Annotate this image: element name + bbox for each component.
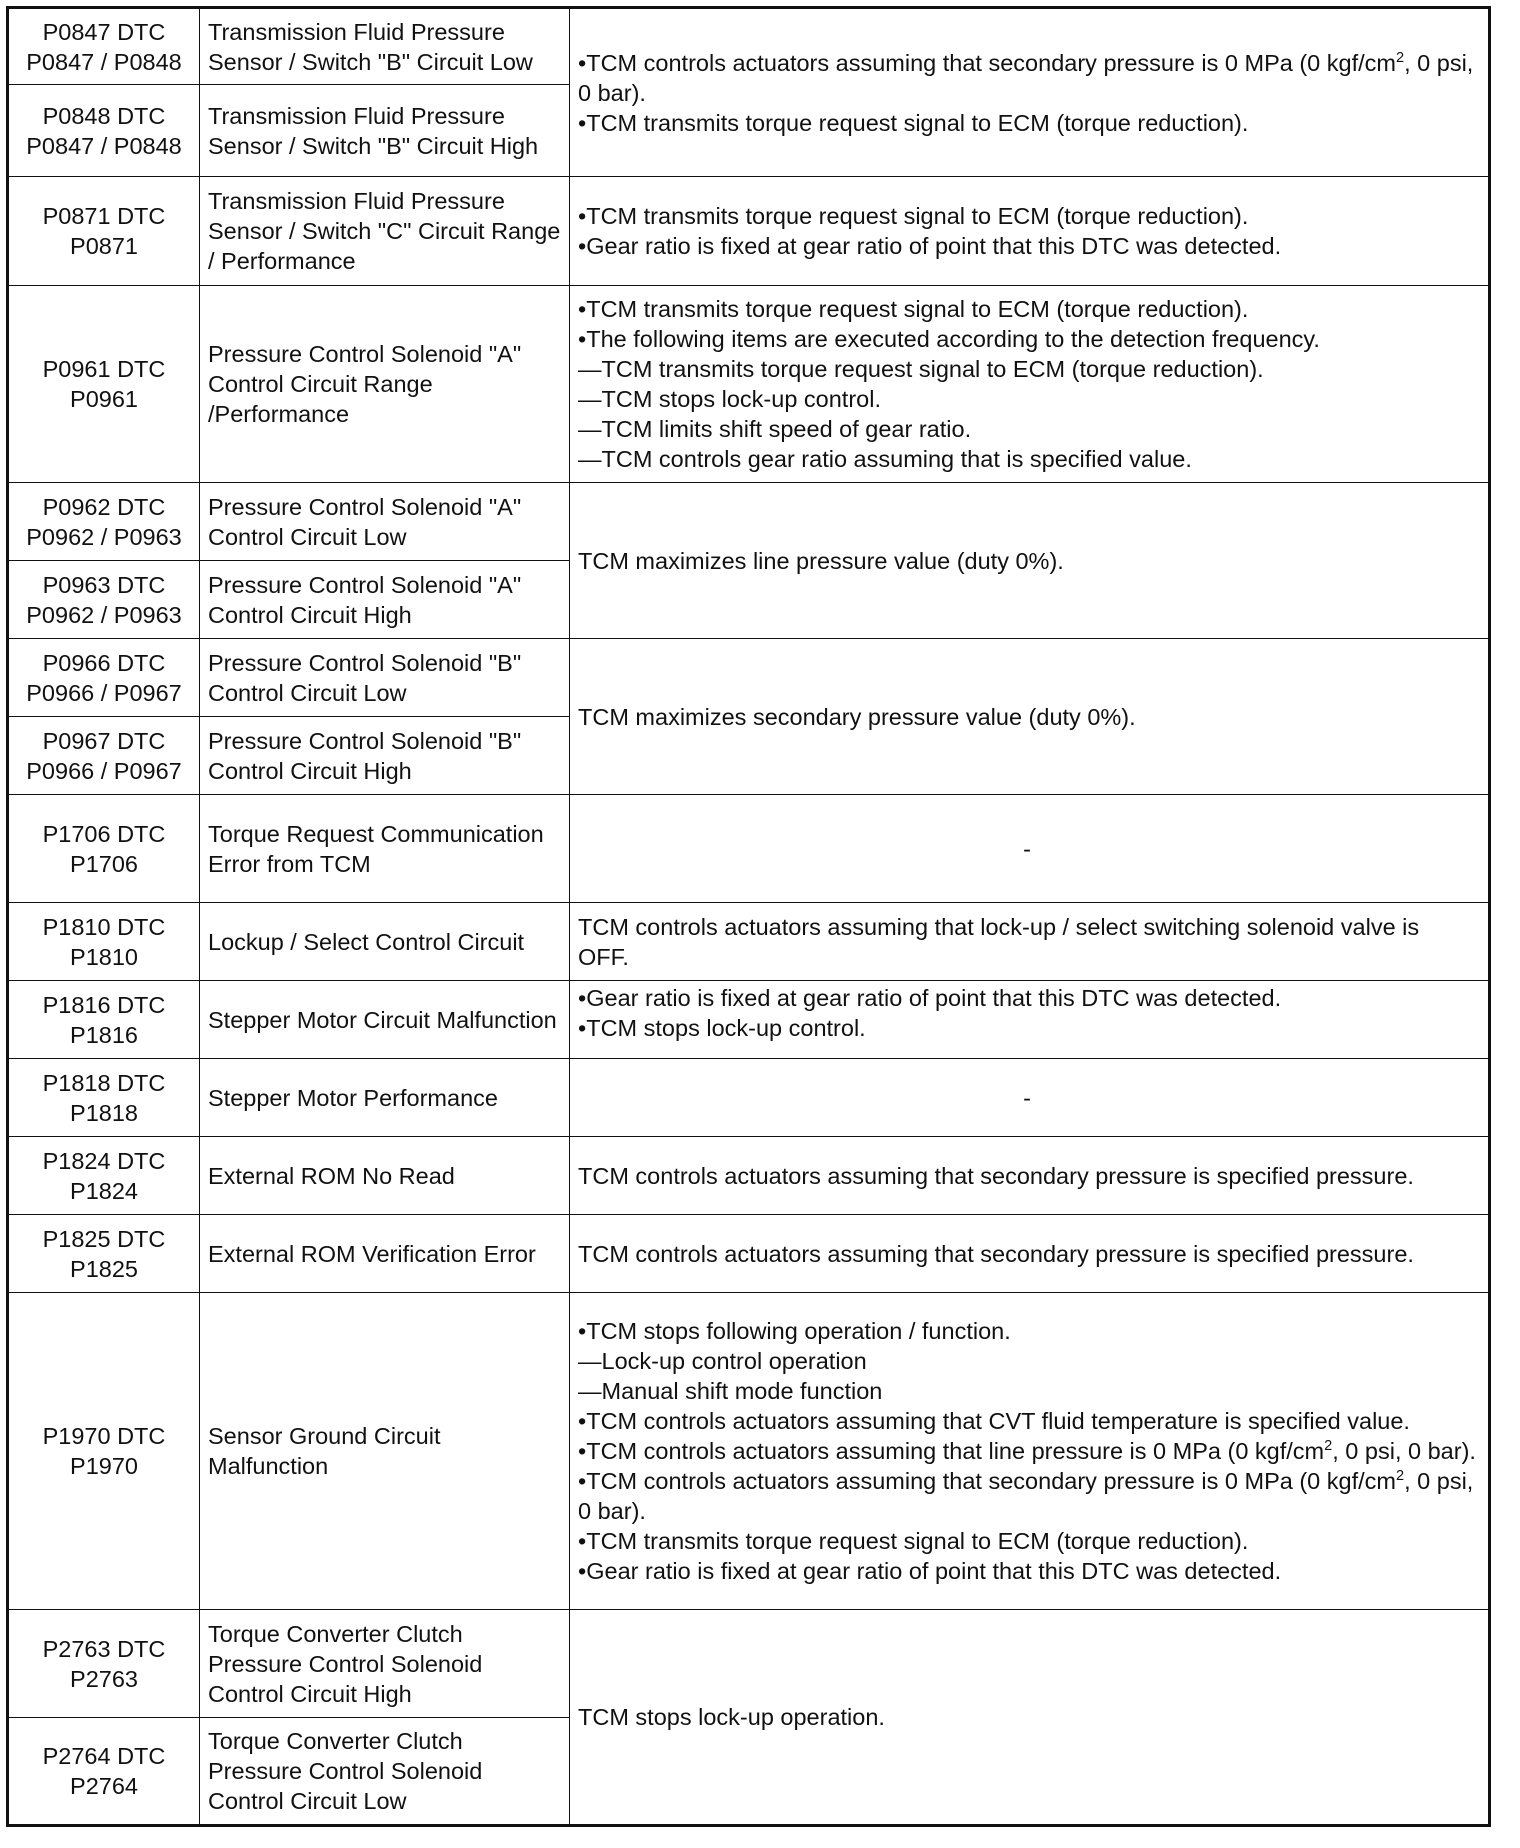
table-row bbox=[8, 795, 1490, 903]
dtc-detected-codes: P1816 bbox=[70, 1021, 138, 1048]
dtc-detected-codes: P0966 / P0967 bbox=[26, 679, 182, 706]
fail-safe-condition bbox=[570, 981, 1490, 1059]
dtc-code: P0963 DTC bbox=[42, 571, 166, 598]
table-row bbox=[8, 1293, 1490, 1610]
fail-safe-condition: - bbox=[570, 795, 1490, 903]
superscript: 2 bbox=[1395, 1467, 1405, 1484]
dtc-code-cell bbox=[8, 981, 200, 1059]
diagnosis-item: Stepper Motor Performance bbox=[200, 1059, 570, 1137]
dtc-code: P0961 DTC bbox=[42, 356, 166, 382]
fail-safe-line: •TCM transmits torque request signal to ECM (torque reduction). bbox=[578, 296, 1249, 322]
fail-safe-line: •TCM stops following operation / function. bbox=[578, 1318, 1011, 1344]
diagnosis-item: Pressure Control Solenoid "B" Control Circuit High bbox=[200, 717, 570, 795]
diagnosis-item: External ROM Verification Error bbox=[200, 1215, 570, 1293]
dtc-detected-codes: P0847 / P0848 bbox=[26, 48, 182, 75]
diagnosis-item: Torque Converter Clutch Pressure Control Solenoid Control Circuit High bbox=[200, 1610, 570, 1718]
fail-safe-line: •TCM stops lock-up control. bbox=[578, 1015, 866, 1041]
dtc-detected-codes: P2764 bbox=[70, 1773, 138, 1799]
table-row bbox=[8, 1137, 1490, 1215]
fail-safe-condition bbox=[570, 286, 1490, 483]
table-row bbox=[8, 903, 1490, 981]
diagnosis-item: Transmission Fluid Pressure Sensor / Switch "B" Circuit Low bbox=[200, 8, 570, 85]
fail-safe-condition: TCM controls actuators assuming that secondary pressure is specified pressure. bbox=[570, 1215, 1490, 1293]
dtc-code: P0966 DTC bbox=[42, 649, 166, 676]
fail-safe-text: •TCM controls actuators assuming that line pressure is 0 MPa (0 kgf/cm bbox=[578, 1438, 1325, 1464]
dtc-code-cell bbox=[8, 8, 200, 85]
dtc-code-cell bbox=[8, 1215, 200, 1293]
fail-safe-condition bbox=[570, 8, 1490, 177]
dtc-detected-codes: P1818 bbox=[70, 1099, 138, 1126]
fail-safe-line: —TCM transmits torque request signal to ECM (torque reduction). bbox=[578, 356, 1264, 382]
table-row bbox=[8, 483, 1490, 561]
table-row bbox=[8, 1059, 1490, 1137]
dtc-detected-codes: P2763 bbox=[70, 1665, 138, 1692]
superscript: 2 bbox=[1324, 1437, 1333, 1454]
dtc-detected-codes: P0966 / P0967 bbox=[26, 757, 182, 784]
dtc-detected-codes: P0871 bbox=[70, 233, 138, 259]
dtc-code-cell bbox=[8, 286, 200, 483]
fail-safe-line: •Gear ratio is fixed at gear ratio of point that this DTC was detected. bbox=[578, 233, 1282, 259]
table-row bbox=[8, 177, 1490, 286]
table-row bbox=[8, 981, 1490, 1059]
fail-safe-line: —TCM limits shift speed of gear ratio. bbox=[578, 416, 972, 442]
fail-safe-line: •TCM transmits torque request signal to ECM (torque reduction). bbox=[578, 109, 1249, 136]
fail-safe-line: —Lock-up control operation bbox=[578, 1348, 867, 1374]
dtc-code: P1824 DTC bbox=[42, 1147, 166, 1174]
fail-safe-line: •Gear ratio is fixed at gear ratio of point that this DTC was detected. bbox=[578, 1558, 1282, 1584]
dtc-detected-codes: P1706 bbox=[70, 850, 138, 877]
dtc-code-cell bbox=[8, 639, 200, 717]
fail-safe-line: •TCM controls actuators assuming that secondary pressure is 0 MPa (0 kgf/cm bbox=[578, 49, 1396, 76]
dtc-code: P0848 DTC bbox=[42, 102, 166, 129]
diagnosis-item: Stepper Motor Circuit Malfunction bbox=[200, 981, 570, 1059]
dtc-code: P2763 DTC bbox=[42, 1635, 166, 1662]
diagnosis-item: Torque Request Communication Error from TCM bbox=[200, 795, 570, 903]
fail-safe-line: •The following items are executed according to the detection frequency. bbox=[578, 326, 1320, 352]
fail-safe-line: •TCM controls actuators assuming that CVT fluid temperature is specified value. bbox=[578, 1408, 1410, 1434]
dtc-code: P2764 DTC bbox=[42, 1743, 166, 1769]
dtc-code: P0962 DTC bbox=[42, 493, 166, 520]
dtc-code-cell bbox=[8, 795, 200, 903]
dtc-code: P1825 DTC bbox=[42, 1225, 166, 1252]
fail-safe-line: •TCM transmits torque request signal to ECM (torque reduction). bbox=[578, 1528, 1249, 1554]
dtc-code-cell bbox=[8, 1137, 200, 1215]
fail-safe-condition bbox=[570, 1293, 1490, 1610]
dtc-failsafe-table bbox=[6, 6, 1491, 1827]
table-row bbox=[8, 8, 1490, 85]
dtc-code-cell bbox=[8, 177, 200, 286]
dtc-detected-codes: P0961 bbox=[70, 386, 138, 412]
dtc-code-cell bbox=[8, 85, 200, 177]
fail-safe-line: —TCM stops lock-up control. bbox=[578, 386, 881, 412]
fail-safe-text: •TCM controls actuators assuming that secondary pressure is 0 MPa (0 kgf/cm bbox=[578, 1468, 1396, 1494]
diagnosis-item: Pressure Control Solenoid "A" Control Circuit Low bbox=[200, 483, 570, 561]
fail-safe-condition: TCM stops lock-up operation. bbox=[570, 1610, 1490, 1826]
fail-safe-condition: TCM controls actuators assuming that lock-up / select switching solenoid valve is OFF. bbox=[570, 903, 1490, 981]
dtc-detected-codes: P1824 bbox=[70, 1177, 138, 1204]
table-row bbox=[8, 286, 1490, 483]
table-row bbox=[8, 1215, 1490, 1293]
fail-safe-condition bbox=[570, 177, 1490, 286]
fail-safe-line: •Gear ratio is fixed at gear ratio of point that this DTC was detected. bbox=[578, 985, 1282, 1011]
dtc-code: P1816 DTC bbox=[42, 991, 166, 1018]
fail-safe-condition: TCM controls actuators assuming that secondary pressure is specified pressure. bbox=[570, 1137, 1490, 1215]
dtc-code: P0871 DTC bbox=[42, 203, 166, 229]
dtc-code-cell bbox=[8, 1293, 200, 1610]
dtc-code-cell bbox=[8, 717, 200, 795]
diagnosis-item: Lockup / Select Control Circuit bbox=[200, 903, 570, 981]
fail-safe-line: —Manual shift mode function bbox=[578, 1378, 883, 1404]
fail-safe-line: —TCM controls gear ratio assuming that is specified value. bbox=[578, 446, 1192, 472]
fail-safe-condition: TCM maximizes line pressure value (duty 0%). bbox=[570, 483, 1490, 639]
diagnosis-item: Transmission Fluid Pressure Sensor / Switch "C" Circuit Range / Performance bbox=[200, 177, 570, 286]
fail-safe-text: , 0 psi, 0 bar). bbox=[578, 1468, 1480, 1524]
fail-safe-line: •TCM transmits torque request signal to ECM (torque reduction). bbox=[578, 203, 1249, 229]
table-row bbox=[8, 1610, 1490, 1718]
dtc-detected-codes: P1825 bbox=[70, 1255, 138, 1282]
dtc-code: P1818 DTC bbox=[42, 1069, 166, 1096]
dtc-detected-codes: P1810 bbox=[70, 943, 138, 970]
dtc-code-cell bbox=[8, 1610, 200, 1718]
dtc-code-cell bbox=[8, 1718, 200, 1826]
dtc-detected-codes: P0962 / P0963 bbox=[26, 601, 182, 628]
dtc-detected-codes: P0962 / P0963 bbox=[26, 523, 182, 550]
diagnosis-item: Transmission Fluid Pressure Sensor / Switch "B" Circuit High bbox=[200, 85, 570, 177]
fail-safe-line bbox=[578, 1466, 1480, 1526]
fail-safe-line: , 0 psi, 0 bar). bbox=[578, 49, 1474, 106]
diagnosis-item: Torque Converter Clutch Pressure Control Solenoid Control Circuit Low bbox=[200, 1718, 570, 1826]
dtc-detected-codes: P1970 bbox=[70, 1453, 138, 1479]
table-row bbox=[8, 639, 1490, 717]
fail-safe-text: , 0 psi, 0 bar). bbox=[1332, 1438, 1476, 1464]
fail-safe-condition: TCM maximizes secondary pressure value (duty 0%). bbox=[570, 639, 1490, 795]
diagnosis-item: Pressure Control Solenoid "A" Control Circuit Range /Performance bbox=[200, 286, 570, 483]
fail-safe-line bbox=[578, 1436, 1476, 1466]
diagnosis-item: Pressure Control Solenoid "A" Control Circuit High bbox=[200, 561, 570, 639]
dtc-code-cell bbox=[8, 903, 200, 981]
dtc-code-cell bbox=[8, 483, 200, 561]
dtc-code-cell bbox=[8, 1059, 200, 1137]
diagnosis-item: Pressure Control Solenoid "B" Control Circuit Low bbox=[200, 639, 570, 717]
dtc-code: P0847 DTC bbox=[42, 18, 166, 45]
diagnosis-item: External ROM No Read bbox=[200, 1137, 570, 1215]
superscript: 2 bbox=[1395, 49, 1405, 66]
dtc-code-cell bbox=[8, 561, 200, 639]
dtc-code: P1970 DTC bbox=[42, 1423, 166, 1449]
diagnosis-item: Sensor Ground Circuit Malfunction bbox=[200, 1293, 570, 1610]
dtc-code: P1810 DTC bbox=[42, 913, 166, 940]
dtc-code: P1706 DTC bbox=[42, 820, 166, 847]
dtc-code: P0967 DTC bbox=[42, 727, 166, 754]
fail-safe-condition: - bbox=[570, 1059, 1490, 1137]
dtc-detected-codes: P0847 / P0848 bbox=[26, 132, 182, 159]
